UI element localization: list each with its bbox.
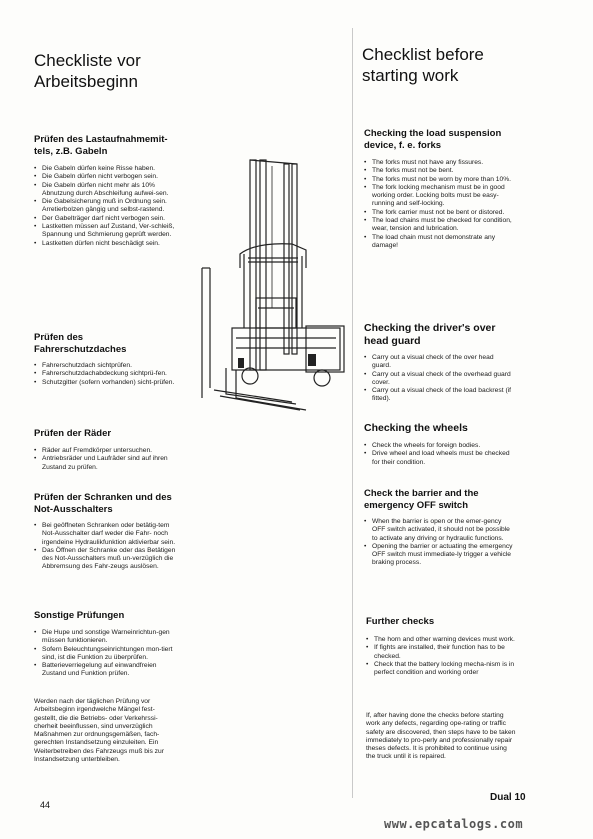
title-en-line1: Checklist before <box>362 45 484 64</box>
bullet-list <box>364 159 514 250</box>
heading-line: Fahrerschutzdaches <box>34 344 127 355</box>
section-heading: Sonstige Prüfungen <box>34 610 125 621</box>
list-item: • The forks must not be bent. <box>364 167 514 175</box>
bullet-list <box>364 518 514 568</box>
title-en-line2: starting work <box>362 66 459 85</box>
title-en <box>362 44 484 86</box>
list-item: • Die Hupe und sonstige Warneinrichtun-gen müssen funktionieren. <box>34 629 176 646</box>
section-heading <box>34 332 176 356</box>
section-heading <box>364 488 514 512</box>
heading-line: Not-Ausschalters <box>34 504 113 515</box>
list-item: • Carry out a visual check of the overhead guard cover. <box>364 371 514 388</box>
list-item: • The forks must not be worn by more than 10%. <box>364 176 514 184</box>
title-de-line1: Checkliste vor <box>34 51 141 70</box>
list-item: • Die Gabeln dürfen nicht verbogen sein. <box>34 173 176 181</box>
bullet-list <box>364 354 514 404</box>
section-de-wheels <box>34 428 176 472</box>
list-item: • Check the wheels for foreign bodies. <box>364 442 514 450</box>
list-item: • Fahrerschutzdach sichtprüfen. <box>34 362 176 370</box>
section-en-barrier <box>364 488 514 568</box>
list-item: • Sofern Beleuchtungseinrichtungen mon-tiert sind, ist die Funktion zu überprüfen. <box>34 646 176 663</box>
bullet-list <box>34 165 176 248</box>
list-item: • The fork carrier must not be bent or distored. <box>364 209 514 217</box>
list-item: • Der Gabelträger darf nicht verbogen sein. <box>34 215 176 223</box>
section-de-other <box>34 610 176 679</box>
heading-line: Prüfen des Lastaufnahmemit- <box>34 134 168 145</box>
list-item: • Das Öffnen der Schranke oder das Betätigen des Not-Ausschalters muß un-verzüglich die Abbremsung des Fahr-zeugs auslösen. <box>34 547 176 572</box>
list-item: • The fork locking mechanism must be in good working order. Locking bolts must be easy-running and self-locking. <box>364 184 514 209</box>
section-heading: Checking the wheels <box>364 422 468 434</box>
list-item: • Schutzgitter (sofern vorhanden) sicht-prüfen. <box>34 379 176 387</box>
list-item: • Die Gabeln dürfen nicht mehr als 10% Abnutzung durch Abschleifung aufwei-sen. <box>34 182 176 199</box>
heading-line: Prüfen des <box>34 332 84 343</box>
section-heading <box>34 492 176 516</box>
list-item: • Drive wheel and load wheels must be checked for their condition. <box>364 450 514 467</box>
heading-line: Checking the load suspension <box>364 128 502 139</box>
section-heading <box>364 128 514 152</box>
heading-line: head guard <box>364 335 421 347</box>
closing-paragraph-en: If, after having done the checks before starting work any defects, regarding ope-rating or traffic safety are discovered, then steps have to be taken immediately to pro-perly and professionally repair theses defects. It is prohibited to continue using the truck until it is repaired. <box>366 712 516 761</box>
page-number: 44 <box>40 800 51 810</box>
list-item: • Fahrerschutzdachabdeckung sichtprü-fen. <box>34 370 176 378</box>
heading-line: Prüfen der Schranken und des <box>34 492 172 503</box>
list-item: • Die Gabeln dürfen keine Risse haben. <box>34 165 176 173</box>
heading-line: Check the barrier and the <box>364 488 479 499</box>
section-heading <box>364 322 514 348</box>
model-name: Dual 10 <box>490 792 526 803</box>
bullet-list <box>34 362 176 387</box>
section-de-overhead-guard <box>34 332 176 387</box>
bullet-list <box>366 636 516 677</box>
section-de-forks <box>34 134 176 248</box>
section-de-barrier <box>34 492 176 572</box>
section-en-forks <box>364 128 514 250</box>
bullet-list <box>364 442 514 467</box>
heading-line: Checking the driver's over <box>364 322 496 334</box>
heading-line: device, f. e. forks <box>364 140 442 151</box>
section-heading: Prüfen der Räder <box>34 428 112 439</box>
heading-line: tels, z.B. Gabeln <box>34 146 108 157</box>
forklift-illustration <box>196 158 352 420</box>
list-item: • Lastketten dürfen nicht beschädigt sein. <box>34 240 176 248</box>
list-item: • If fights are installed, their function has to be checked. <box>366 644 516 661</box>
list-item: • The forks must not have any fissures. <box>364 159 514 167</box>
list-item: • Batterieverriegelung auf einwandfreien Zustand und Funktion prüfen. <box>34 662 176 679</box>
section-heading: Further checks <box>366 616 435 627</box>
list-item: • Die Gabelsicherung muß in Ordnung sein. Arretierbolzen gängig und selbst-rastend. <box>34 198 176 215</box>
bullet-list <box>34 447 176 472</box>
section-en-further <box>366 616 516 677</box>
list-item: • Check that the battery locking mecha-nism is in perfect condition and working order <box>366 661 516 678</box>
section-en-wheels <box>364 422 514 467</box>
title-de-line2: Arbeitsbeginn <box>34 72 138 91</box>
bullet-list <box>34 629 176 679</box>
list-item: • Carry out a visual check of the over head guard. <box>364 354 514 371</box>
list-item: • Carry out a visual check of the load backrest (if fitted). <box>364 387 514 404</box>
bullet-list <box>34 522 176 572</box>
list-item: • Bei geöffneten Schranken oder betätig-tem Not-Ausschalter darf weder die Fahr- noch irgendeine Hydraulikfunktion aktivierbar sein. <box>34 522 176 547</box>
list-item: • Lastketten müssen auf Zustand, Ver-schleiß, Spannung und Schmierung geprüft werden. <box>34 223 176 240</box>
list-item: • Antriebsräder und Laufräder sind auf ihren Zustand zu prüfen. <box>34 455 176 472</box>
heading-line: emergency OFF switch <box>364 500 469 511</box>
list-item: • When the barrier is open or the emer-gency OFF switch activated, it should not be possible to activate any driving or hydraulic functions. <box>364 518 514 543</box>
section-en-overhead-guard <box>364 322 514 404</box>
column-divider <box>352 28 353 798</box>
list-item: • The horn and other warning devices must work. <box>366 636 516 644</box>
list-item: • The load chains must be checked for condition, wear, tension and lubrication. <box>364 217 514 234</box>
closing-paragraph-de: Werden nach der täglichen Prüfung vor Arbeitsbeginn irgendwelche Mängel fest-gestellt, die die Betriebs- oder Verkehrssi-cherheit beeinflussen, sind unverzüglich Maßnahmen zur ordnungsgemäßen, fach-gerechten Instandsetzung einzuleiten. Ein Weiterbetreiben des Fahrzeugs muß bis zur Instandsetzung unterbleiben. <box>34 698 164 764</box>
section-heading <box>34 134 176 158</box>
list-item: • Opening the barrier or actuating the emergency OFF switch must immediate-ly trigger a vehicle braking process. <box>364 543 514 568</box>
title-de <box>34 50 141 92</box>
list-item: • The load chain must not demonstrate any damage! <box>364 234 514 251</box>
watermark: www.epcatalogs.com <box>384 817 524 831</box>
list-item: • Räder auf Fremdkörper untersuchen. <box>34 447 176 455</box>
